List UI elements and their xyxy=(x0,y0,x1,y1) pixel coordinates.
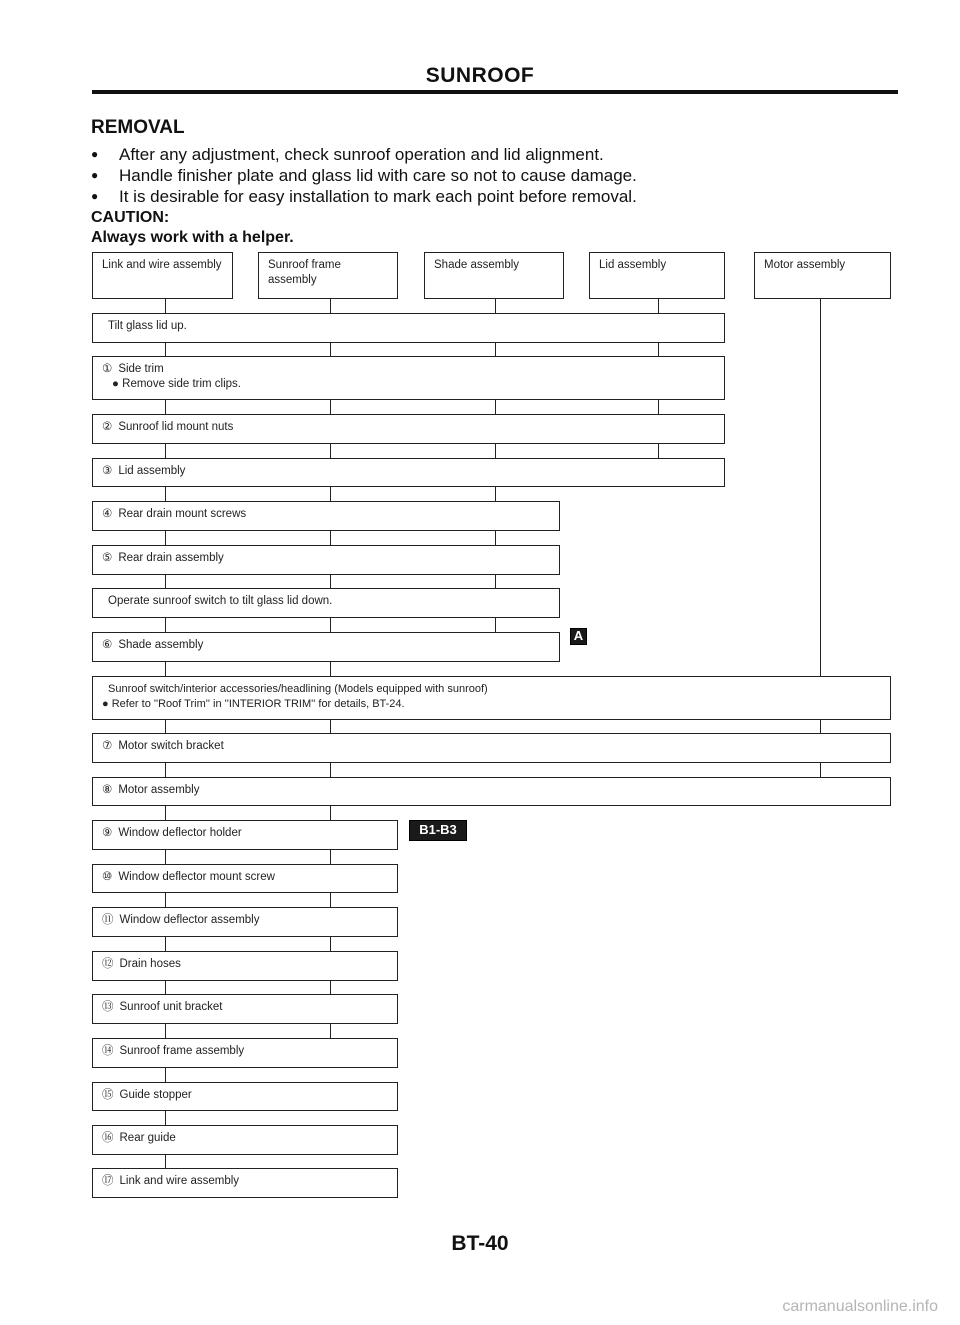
bullet-list xyxy=(91,144,637,207)
connector-line xyxy=(165,531,166,545)
step-box: ③ Lid assembly xyxy=(92,458,725,487)
bullet-item: ● It is desirable for easy installation to mark each point before removal. xyxy=(91,186,637,207)
connector-line xyxy=(330,1024,331,1038)
connector-line xyxy=(165,400,166,414)
connector-line xyxy=(658,343,659,356)
connector-line xyxy=(165,1068,166,1082)
step-box: ⑩ Window deflector mount screw xyxy=(92,864,398,893)
connector-line xyxy=(330,343,331,356)
connector-line xyxy=(165,1024,166,1038)
connector-line xyxy=(820,763,821,777)
connector-line xyxy=(658,444,659,458)
connector-line xyxy=(330,662,331,676)
connector-line xyxy=(330,299,331,313)
bullet-item: ● Handle finisher plate and glass lid with care so not to cause damage. xyxy=(91,165,637,186)
watermark: carmanualsonline.info xyxy=(782,1298,938,1315)
section-heading: REMOVAL xyxy=(91,117,185,138)
connector-line xyxy=(165,1155,166,1168)
tag-b1-b3: B1-B3 xyxy=(409,820,467,841)
connector-line xyxy=(165,806,166,820)
connector-line xyxy=(330,400,331,414)
tag-a: A xyxy=(570,628,587,645)
connector-line xyxy=(165,763,166,777)
top-box-lid: Lid assembly xyxy=(589,252,725,299)
connector-line xyxy=(165,444,166,458)
step-box: ① Side trim ● Remove side trim clips. xyxy=(92,356,725,400)
step-box: Operate sunroof switch to tilt glass lid down. xyxy=(92,588,560,618)
connector-line xyxy=(330,893,331,907)
connector-line xyxy=(330,531,331,545)
step-box: ⑤ Rear drain assembly xyxy=(92,545,560,575)
caution-text: Always work with a helper. xyxy=(91,229,294,246)
title-rule xyxy=(92,90,898,94)
connector-line xyxy=(165,618,166,632)
caution-block xyxy=(91,208,294,248)
top-box-shade: Shade assembly xyxy=(424,252,564,299)
step-box: ② Sunroof lid mount nuts xyxy=(92,414,725,444)
bullet-item: ● After any adjustment, check sunroof operation and lid alignment. xyxy=(91,144,637,165)
top-box-sunroof-frame: Sunroof frame assembly xyxy=(258,252,398,299)
connector-line xyxy=(330,937,331,951)
step-box: Sunroof switch/interior accessories/headlining (Models equipped with sunroof) ● Refer to ''Roof Trim'' in ''INTERIOR TRIM'' for details, BT-24. xyxy=(92,676,891,720)
connector-line xyxy=(165,937,166,951)
connector-line xyxy=(330,806,331,820)
connector-line xyxy=(165,893,166,907)
connector-line xyxy=(495,444,496,458)
connector-line xyxy=(165,662,166,676)
connector-line xyxy=(330,763,331,777)
connector-line xyxy=(495,575,496,588)
connector-line xyxy=(330,981,331,994)
step-box: ⑦ Motor switch bracket xyxy=(92,733,891,763)
connector-line xyxy=(495,343,496,356)
connector-line xyxy=(820,720,821,733)
step-box: ⑥ Shade assembly xyxy=(92,632,560,662)
connector-line xyxy=(165,1111,166,1125)
connector-line xyxy=(165,720,166,733)
step-box: ⑯ Rear guide xyxy=(92,1125,398,1155)
step-box: ⑮ Guide stopper xyxy=(92,1082,398,1111)
connector-line xyxy=(330,575,331,588)
step-box: ⑧ Motor assembly xyxy=(92,777,891,806)
connector-line xyxy=(165,850,166,864)
connector-line xyxy=(495,299,496,313)
step-box: ⑪ Window deflector assembly xyxy=(92,907,398,937)
top-box-link-and-wire: Link and wire assembly xyxy=(92,252,233,299)
connector-line xyxy=(495,618,496,632)
step-box: ⑬ Sunroof unit bracket xyxy=(92,994,398,1024)
connector-line xyxy=(165,575,166,588)
step-box: Tilt glass lid up. xyxy=(92,313,725,343)
page-title: SUNROOF xyxy=(425,64,535,87)
connector-line xyxy=(330,487,331,501)
caution-label: CAUTION: xyxy=(91,209,170,226)
top-box-motor: Motor assembly xyxy=(754,252,891,299)
motor-connector-line xyxy=(820,299,821,676)
step-box: ⑨ Window deflector holder xyxy=(92,820,398,850)
step-box: ⑭ Sunroof frame assembly xyxy=(92,1038,398,1068)
step-box: ⑫ Drain hoses xyxy=(92,951,398,981)
connector-line xyxy=(495,487,496,501)
connector-line xyxy=(330,720,331,733)
connector-line xyxy=(330,850,331,864)
step-box: ⑰ Link and wire assembly xyxy=(92,1168,398,1198)
connector-line xyxy=(330,618,331,632)
connector-line xyxy=(165,299,166,313)
connector-line xyxy=(495,400,496,414)
connector-line xyxy=(330,444,331,458)
page-number: BT-40 xyxy=(451,1232,509,1255)
step-box: ④ Rear drain mount screws xyxy=(92,501,560,531)
connector-line xyxy=(165,343,166,356)
connector-line xyxy=(658,299,659,313)
connector-line xyxy=(658,400,659,414)
connector-line xyxy=(165,981,166,994)
connector-line xyxy=(165,487,166,501)
connector-line xyxy=(495,531,496,545)
